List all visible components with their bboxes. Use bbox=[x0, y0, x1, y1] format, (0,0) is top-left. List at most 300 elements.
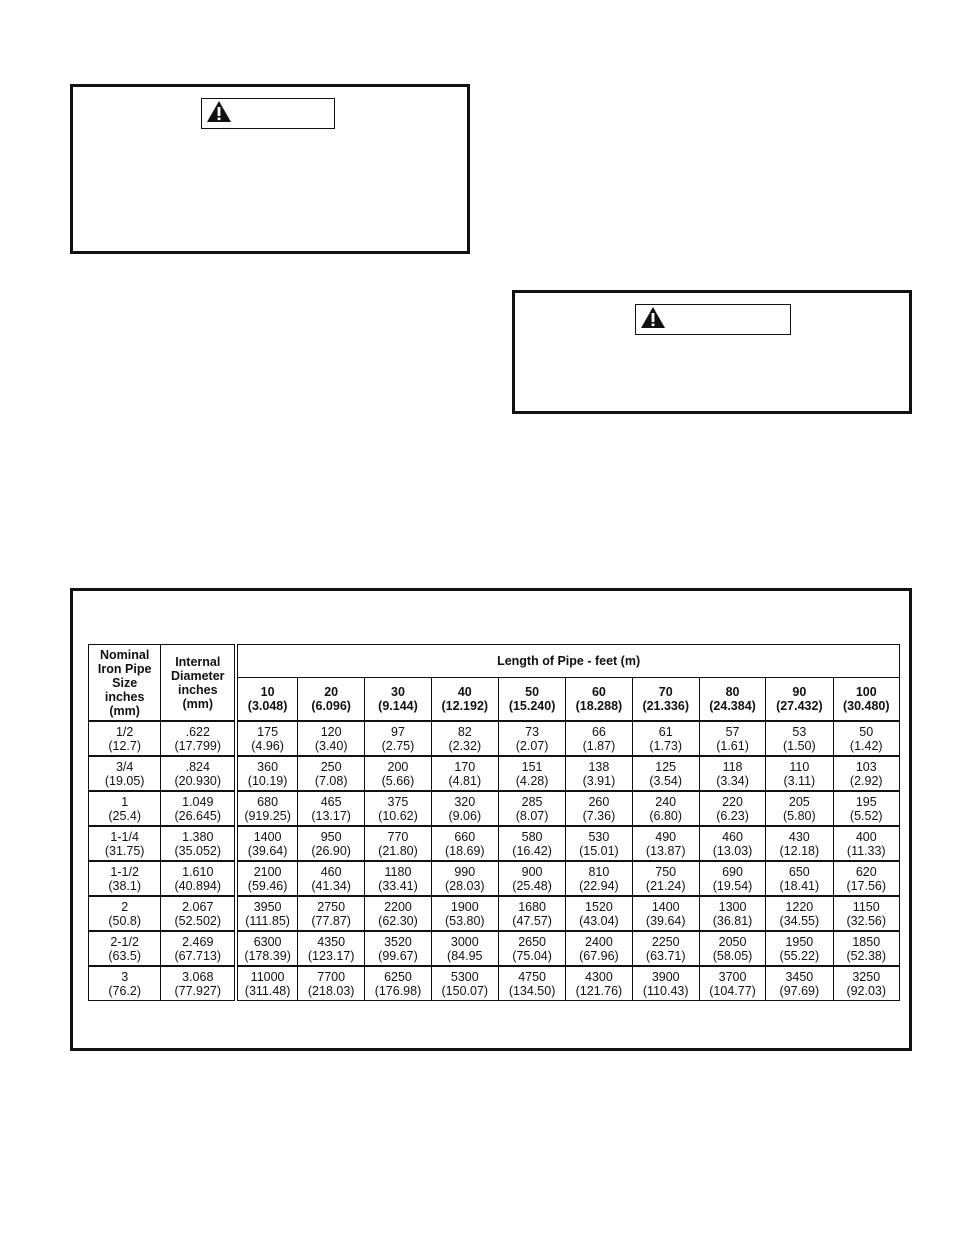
table-row bbox=[89, 931, 900, 966]
capacity-cell bbox=[236, 861, 297, 896]
capacity-value: 1680 bbox=[518, 899, 546, 914]
capacity-value: 120 bbox=[320, 724, 342, 739]
pipe-size-mm: (76.2) bbox=[108, 983, 141, 998]
capacity-cell bbox=[566, 826, 632, 861]
capacity-metric: (12.18) bbox=[779, 843, 820, 858]
table-row bbox=[89, 896, 900, 931]
length-header-100 bbox=[833, 678, 900, 722]
capacity-cell bbox=[566, 756, 632, 791]
length-header-90 bbox=[766, 678, 833, 722]
capacity-metric: (99.67) bbox=[378, 948, 418, 963]
capacity-value: 580 bbox=[521, 829, 543, 844]
capacity-value: 3520 bbox=[384, 934, 412, 949]
capacity-cell bbox=[766, 756, 833, 791]
pipe-size-cell bbox=[89, 791, 161, 826]
length-meters: (18.288) bbox=[575, 699, 623, 713]
capacity-value: 82 bbox=[457, 724, 472, 739]
capacity-cell bbox=[298, 756, 365, 791]
capacity-metric: (13.17) bbox=[311, 808, 351, 823]
capacity-value: 465 bbox=[320, 794, 342, 809]
capacity-value: 1180 bbox=[384, 864, 412, 879]
capacity-cell bbox=[236, 756, 297, 791]
length-meters: (9.144) bbox=[378, 699, 418, 713]
capacity-metric: (77.87) bbox=[311, 913, 351, 928]
length-of-pipe-header: Length of Pipe - feet (m) bbox=[236, 645, 899, 678]
capacity-metric: (67.96) bbox=[579, 948, 619, 963]
capacity-cell bbox=[833, 861, 900, 896]
capacity-cell bbox=[498, 931, 565, 966]
capacity-value: 1950 bbox=[785, 934, 814, 949]
capacity-metric: (150.07) bbox=[441, 983, 489, 998]
capacity-value: 620 bbox=[855, 864, 877, 879]
internal-diameter-header bbox=[161, 645, 236, 722]
length-header-70 bbox=[632, 678, 699, 722]
capacity-cell bbox=[365, 756, 431, 791]
capacity-metric: (8.07) bbox=[515, 808, 549, 823]
capacity-metric: (919.25) bbox=[244, 808, 291, 823]
internal-diameter-cell bbox=[161, 896, 236, 931]
capacity-value: 680 bbox=[257, 794, 279, 809]
pipe-size-mm: (25.4) bbox=[108, 808, 141, 823]
capacity-value: 97 bbox=[391, 724, 405, 739]
pipe-size-cell bbox=[89, 826, 161, 861]
capacity-value: 750 bbox=[655, 864, 677, 879]
capacity-metric: (21.80) bbox=[378, 843, 418, 858]
warning-triangle-icon bbox=[640, 306, 666, 334]
pipe-size-inches: 2-1/2 bbox=[110, 934, 139, 949]
capacity-cell bbox=[365, 896, 431, 931]
capacity-value: 490 bbox=[655, 829, 677, 844]
capacity-metric: (10.19) bbox=[247, 773, 288, 788]
length-header-80 bbox=[699, 678, 765, 722]
capacity-value: 530 bbox=[588, 829, 610, 844]
warning-box-1 bbox=[70, 84, 470, 254]
capacity-cell bbox=[766, 791, 833, 826]
capacity-metric: (47.57) bbox=[512, 913, 552, 928]
capacity-cell bbox=[766, 966, 833, 1001]
capacity-cell bbox=[236, 896, 297, 931]
capacity-value: 460 bbox=[722, 829, 743, 844]
capacity-metric: (178.39) bbox=[244, 948, 291, 963]
capacity-cell bbox=[833, 966, 900, 1001]
capacity-value: 1400 bbox=[651, 899, 680, 914]
capacity-value: 50 bbox=[859, 724, 874, 739]
capacity-value: 990 bbox=[454, 864, 476, 879]
capacity-metric: (2.07) bbox=[515, 738, 549, 753]
capacity-cell bbox=[431, 861, 498, 896]
nominal-size-header bbox=[89, 645, 161, 722]
capacity-metric: (26.90) bbox=[311, 843, 351, 858]
capacity-value: 57 bbox=[725, 724, 740, 739]
capacity-metric: (84.95 bbox=[447, 948, 483, 963]
capacity-cell bbox=[236, 721, 297, 756]
capacity-cell bbox=[566, 966, 632, 1001]
capacity-value: 103 bbox=[855, 759, 877, 774]
internal-diameter-cell bbox=[161, 826, 236, 861]
pipe-size-mm: (19.05) bbox=[104, 773, 145, 788]
capacity-metric: (9.06) bbox=[448, 808, 482, 823]
capacity-metric: (218.03) bbox=[307, 983, 355, 998]
capacity-value: 220 bbox=[722, 794, 743, 809]
capacity-cell bbox=[566, 791, 632, 826]
capacity-cell bbox=[431, 966, 498, 1001]
capacity-metric: (32.56) bbox=[846, 913, 887, 928]
capacity-cell bbox=[498, 826, 565, 861]
table-row bbox=[89, 791, 900, 826]
pipe-size-cell bbox=[89, 966, 161, 1001]
capacity-value: 360 bbox=[257, 759, 279, 774]
capacity-cell bbox=[632, 896, 699, 931]
capacity-cell bbox=[298, 791, 365, 826]
table-row bbox=[89, 966, 900, 1001]
capacity-cell bbox=[236, 966, 297, 1001]
capacity-cell bbox=[699, 931, 765, 966]
capacity-value: 7700 bbox=[317, 969, 346, 984]
length-feet: 40 bbox=[457, 685, 472, 699]
table-row bbox=[89, 861, 900, 896]
capacity-value: 200 bbox=[387, 759, 409, 774]
capacity-metric: (39.64) bbox=[247, 843, 288, 858]
capacity-cell bbox=[566, 721, 632, 756]
length-header-50 bbox=[498, 678, 565, 722]
capacity-cell bbox=[766, 721, 833, 756]
capacity-metric: (28.03) bbox=[444, 878, 485, 893]
nominal-header-line: (mm) bbox=[109, 703, 140, 718]
capacity-cell bbox=[632, 826, 699, 861]
capacity-metric: (1.61) bbox=[716, 738, 749, 753]
capacity-metric: (13.03) bbox=[712, 843, 753, 858]
capacity-metric: (17.56) bbox=[846, 878, 887, 893]
capacity-metric: (13.87) bbox=[645, 843, 686, 858]
warning-label-1 bbox=[201, 98, 335, 129]
internal-diameter-inches: .622 bbox=[185, 724, 210, 739]
capacity-value: 3700 bbox=[718, 969, 747, 984]
pipe-size-mm: (50.8) bbox=[108, 913, 141, 928]
length-feet: 60 bbox=[591, 685, 606, 699]
capacity-metric: (7.36) bbox=[582, 808, 616, 823]
capacity-metric: (11.33) bbox=[846, 843, 886, 858]
internal-diameter-cell bbox=[161, 721, 236, 756]
capacity-cell bbox=[365, 826, 431, 861]
length-feet: 80 bbox=[725, 685, 740, 699]
capacity-value: 3950 bbox=[253, 899, 282, 914]
internal-diameter-mm: (26.645) bbox=[174, 808, 222, 823]
capacity-metric: (62.30) bbox=[378, 913, 418, 928]
capacity-cell bbox=[833, 931, 900, 966]
capacity-metric: (123.17) bbox=[307, 948, 355, 963]
internal-diameter-inches: .824 bbox=[185, 759, 210, 774]
capacity-metric: (92.03) bbox=[846, 983, 887, 998]
capacity-metric: (121.76) bbox=[575, 983, 623, 998]
capacity-cell bbox=[766, 896, 833, 931]
capacity-metric: (21.24) bbox=[645, 878, 686, 893]
capacity-value: 810 bbox=[588, 864, 610, 879]
capacity-value: 5300 bbox=[450, 969, 479, 984]
internal-header-line: (mm) bbox=[182, 696, 214, 711]
capacity-metric: (311.48) bbox=[244, 983, 291, 998]
capacity-metric: (104.77) bbox=[709, 983, 756, 998]
internal-diameter-mm: (35.052) bbox=[174, 843, 222, 858]
length-meters: (15.240) bbox=[508, 699, 556, 713]
internal-diameter-mm: (52.502) bbox=[174, 913, 222, 928]
gas-pipe-capacity-table bbox=[88, 644, 900, 1001]
capacity-cell bbox=[498, 791, 565, 826]
capacity-value: 61 bbox=[658, 724, 673, 739]
capacity-value: 195 bbox=[855, 794, 877, 809]
capacity-cell bbox=[566, 931, 632, 966]
capacity-value: 11000 bbox=[250, 969, 285, 984]
capacity-metric: (39.64) bbox=[645, 913, 686, 928]
length-feet: 10 bbox=[260, 685, 275, 699]
capacity-metric: (19.54) bbox=[712, 878, 753, 893]
capacity-metric: (111.85) bbox=[245, 913, 290, 928]
capacity-cell bbox=[833, 791, 900, 826]
capacity-cell bbox=[632, 966, 699, 1001]
capacity-value: 400 bbox=[855, 829, 877, 844]
capacity-metric: (18.69) bbox=[444, 843, 485, 858]
capacity-value: 1900 bbox=[450, 899, 479, 914]
internal-header-line: Internal bbox=[175, 654, 221, 669]
capacity-metric: (2.32) bbox=[448, 738, 482, 753]
capacity-value: 260 bbox=[588, 794, 610, 809]
table-row bbox=[89, 721, 900, 756]
capacity-metric: (4.96) bbox=[251, 738, 284, 753]
capacity-cell bbox=[566, 896, 632, 931]
length-meters: (27.432) bbox=[776, 699, 823, 713]
length-feet: 50 bbox=[525, 685, 540, 699]
capacity-metric: (2.75) bbox=[381, 738, 415, 753]
capacity-metric: (53.80) bbox=[444, 913, 485, 928]
capacity-cell bbox=[833, 826, 900, 861]
capacity-metric: (43.04) bbox=[579, 913, 619, 928]
internal-header-line: inches bbox=[177, 682, 218, 697]
capacity-cell bbox=[498, 896, 565, 931]
capacity-value: 4300 bbox=[585, 969, 613, 984]
length-header-60 bbox=[566, 678, 632, 722]
gas-pipe-capacity-table-box bbox=[70, 588, 912, 1051]
capacity-cell bbox=[431, 756, 498, 791]
capacity-metric: (3.11) bbox=[783, 773, 816, 788]
capacity-value: 3250 bbox=[852, 969, 881, 984]
capacity-value: 53 bbox=[792, 724, 807, 739]
capacity-metric: (5.66) bbox=[381, 773, 415, 788]
capacity-value: 3450 bbox=[785, 969, 814, 984]
capacity-metric: (1.87) bbox=[582, 738, 616, 753]
capacity-metric: (3.91) bbox=[582, 773, 616, 788]
length-meters: (24.384) bbox=[709, 699, 756, 713]
capacity-metric: (4.81) bbox=[448, 773, 482, 788]
capacity-cell bbox=[298, 896, 365, 931]
capacity-value: 285 bbox=[521, 794, 543, 809]
capacity-cell bbox=[632, 721, 699, 756]
capacity-value: 2250 bbox=[651, 934, 680, 949]
pipe-size-cell bbox=[89, 931, 161, 966]
capacity-value: 6300 bbox=[253, 934, 282, 949]
capacity-cell bbox=[766, 931, 833, 966]
capacity-cell bbox=[632, 931, 699, 966]
pipe-size-cell bbox=[89, 756, 161, 791]
capacity-value: 3000 bbox=[450, 934, 479, 949]
capacity-cell bbox=[236, 931, 297, 966]
length-feet: 100 bbox=[855, 685, 877, 699]
capacity-cell bbox=[699, 721, 765, 756]
capacity-metric: (16.42) bbox=[512, 843, 552, 858]
capacity-metric: (134.50) bbox=[508, 983, 556, 998]
capacity-metric: (4.28) bbox=[515, 773, 549, 788]
internal-diameter-cell bbox=[161, 861, 236, 896]
capacity-cell bbox=[833, 721, 900, 756]
capacity-value: 1400 bbox=[253, 829, 282, 844]
capacity-value: 170 bbox=[454, 759, 476, 774]
capacity-metric: (36.81) bbox=[712, 913, 753, 928]
capacity-value: 240 bbox=[655, 794, 677, 809]
pipe-size-inches: 1-1/4 bbox=[110, 829, 139, 844]
table-row bbox=[89, 826, 900, 861]
capacity-value: 1150 bbox=[852, 899, 880, 914]
capacity-cell bbox=[236, 826, 297, 861]
capacity-cell bbox=[431, 826, 498, 861]
capacity-value: 175 bbox=[257, 724, 279, 739]
pipe-size-mm: (12.7) bbox=[108, 738, 141, 753]
length-header-40 bbox=[431, 678, 498, 722]
capacity-metric: (34.55) bbox=[779, 913, 820, 928]
capacity-value: 2200 bbox=[384, 899, 412, 914]
capacity-value: 151 bbox=[521, 759, 543, 774]
length-meters: (3.048) bbox=[247, 699, 288, 713]
internal-diameter-inches: 1.049 bbox=[182, 794, 214, 809]
pipe-size-mm: (38.1) bbox=[108, 878, 141, 893]
length-feet: 20 bbox=[324, 685, 339, 699]
capacity-metric: (2.92) bbox=[849, 773, 883, 788]
capacity-value: 118 bbox=[722, 759, 743, 774]
capacity-value: 3900 bbox=[651, 969, 680, 984]
internal-diameter-inches: 2.469 bbox=[182, 934, 214, 949]
capacity-cell bbox=[298, 966, 365, 1001]
capacity-metric: (52.38) bbox=[846, 948, 887, 963]
capacity-cell bbox=[632, 861, 699, 896]
length-feet: 70 bbox=[658, 685, 673, 699]
length-meters: (6.096) bbox=[311, 699, 351, 713]
capacity-metric: (5.80) bbox=[783, 808, 816, 823]
capacity-cell bbox=[699, 826, 765, 861]
capacity-value: 6250 bbox=[384, 969, 412, 984]
length-header-10 bbox=[236, 678, 297, 722]
capacity-metric: (6.23) bbox=[716, 808, 749, 823]
capacity-cell bbox=[699, 756, 765, 791]
capacity-value: 900 bbox=[521, 864, 543, 879]
internal-diameter-mm: (77.927) bbox=[174, 983, 222, 998]
capacity-value: 4350 bbox=[317, 934, 346, 949]
capacity-metric: (3.34) bbox=[716, 773, 749, 788]
capacity-value: 375 bbox=[387, 794, 409, 809]
capacity-cell bbox=[632, 791, 699, 826]
capacity-cell bbox=[431, 896, 498, 931]
pipe-size-inches: 2 bbox=[121, 899, 129, 914]
capacity-metric: (1.50) bbox=[783, 738, 816, 753]
internal-diameter-inches: 3.068 bbox=[182, 969, 214, 984]
capacity-value: 2100 bbox=[253, 864, 282, 879]
capacity-metric: (97.69) bbox=[779, 983, 820, 998]
internal-diameter-cell bbox=[161, 791, 236, 826]
capacity-cell bbox=[365, 861, 431, 896]
pipe-size-inches: 1 bbox=[121, 794, 129, 809]
capacity-value: 73 bbox=[525, 724, 540, 739]
warning-label-2 bbox=[635, 304, 791, 335]
nominal-header-line: Size bbox=[112, 675, 138, 690]
capacity-metric: (55.22) bbox=[779, 948, 820, 963]
nominal-header-line: Iron Pipe bbox=[97, 661, 152, 676]
capacity-metric: (110.43) bbox=[642, 983, 689, 998]
pipe-size-inches: 3 bbox=[121, 969, 129, 984]
capacity-value: 250 bbox=[320, 759, 342, 774]
capacity-cell bbox=[766, 861, 833, 896]
capacity-value: 4750 bbox=[518, 969, 546, 984]
capacity-cell bbox=[699, 791, 765, 826]
warning-box-2 bbox=[512, 290, 912, 414]
capacity-value: 2400 bbox=[585, 934, 613, 949]
capacity-value: 2750 bbox=[317, 899, 346, 914]
capacity-metric: (176.98) bbox=[374, 983, 422, 998]
internal-diameter-inches: 2.067 bbox=[182, 899, 214, 914]
capacity-value: 2050 bbox=[718, 934, 747, 949]
internal-diameter-mm: (17.799) bbox=[174, 738, 222, 753]
capacity-value: 2650 bbox=[518, 934, 546, 949]
capacity-value: 205 bbox=[788, 794, 810, 809]
internal-diameter-cell bbox=[161, 966, 236, 1001]
internal-diameter-cell bbox=[161, 931, 236, 966]
capacity-metric: (6.80) bbox=[649, 808, 683, 823]
length-feet: 30 bbox=[391, 685, 405, 699]
pipe-size-inches: 3/4 bbox=[115, 759, 134, 774]
capacity-value: 320 bbox=[454, 794, 476, 809]
pipe-size-inches: 1/2 bbox=[115, 724, 134, 739]
capacity-cell bbox=[833, 896, 900, 931]
nominal-header-line: inches bbox=[104, 689, 145, 704]
capacity-value: 1850 bbox=[852, 934, 881, 949]
capacity-cell bbox=[365, 721, 431, 756]
capacity-metric: (22.94) bbox=[579, 878, 619, 893]
capacity-metric: (41.34) bbox=[311, 878, 351, 893]
internal-diameter-mm: (67.713) bbox=[174, 948, 222, 963]
internal-diameter-mm: (20.930) bbox=[174, 773, 222, 788]
capacity-value: 460 bbox=[320, 864, 342, 879]
capacity-value: 950 bbox=[320, 829, 342, 844]
length-meters: (12.192) bbox=[441, 699, 489, 713]
capacity-cell bbox=[498, 861, 565, 896]
capacity-value: 1520 bbox=[585, 899, 613, 914]
capacity-cell bbox=[699, 966, 765, 1001]
capacity-metric: (63.71) bbox=[645, 948, 686, 963]
pipe-size-cell bbox=[89, 721, 161, 756]
capacity-value: 690 bbox=[722, 864, 743, 879]
pipe-size-cell bbox=[89, 861, 161, 896]
internal-diameter-inches: 1.610 bbox=[182, 864, 214, 879]
capacity-cell bbox=[365, 931, 431, 966]
table-row bbox=[89, 756, 900, 791]
capacity-cell bbox=[833, 756, 900, 791]
capacity-cell bbox=[365, 966, 431, 1001]
capacity-cell bbox=[236, 791, 297, 826]
pipe-size-mm: (31.75) bbox=[104, 843, 145, 858]
capacity-metric: (3.40) bbox=[314, 738, 348, 753]
internal-header-line: Diameter bbox=[171, 668, 225, 683]
capacity-metric: (5.52) bbox=[849, 808, 883, 823]
pipe-size-cell bbox=[89, 896, 161, 931]
capacity-value: 66 bbox=[591, 724, 606, 739]
capacity-metric: (75.04) bbox=[512, 948, 552, 963]
capacity-value: 110 bbox=[789, 759, 810, 774]
capacity-value: 770 bbox=[387, 829, 409, 844]
